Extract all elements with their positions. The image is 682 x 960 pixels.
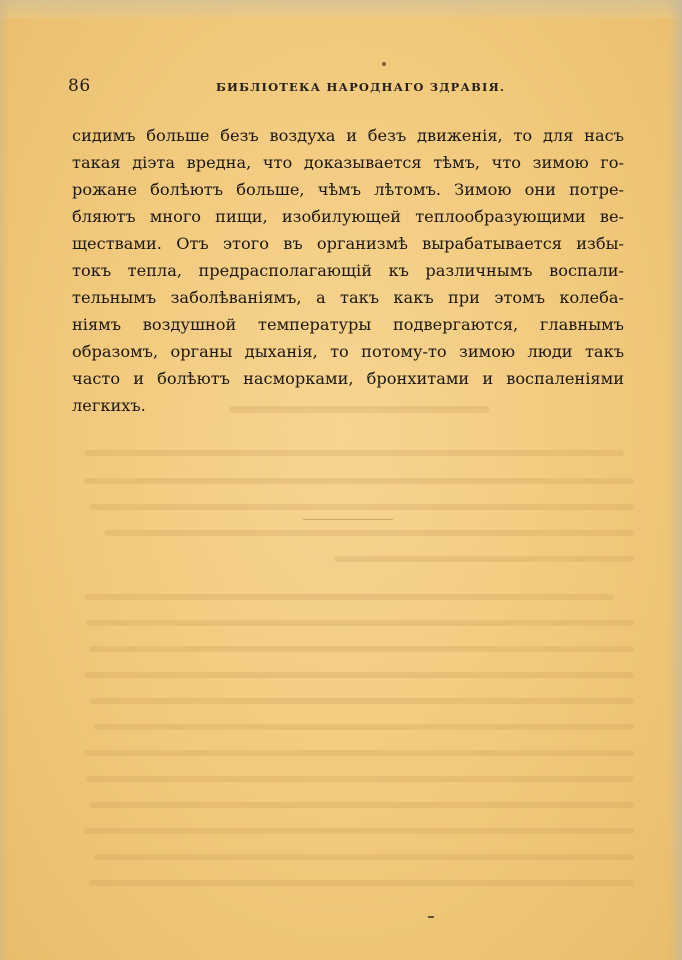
text-line: токъ тепла, предрасполагающій къ различнымъ воспали-	[72, 261, 624, 280]
text-line: ществами. Отъ этого въ организмѣ вырабатывается избы-	[72, 234, 624, 253]
text-line: бляютъ много пищи, изобилующей теплообразующими ве-	[72, 207, 624, 226]
text-line: образомъ, органы дыханія, то потому-то зимою люди такъ	[72, 342, 624, 361]
dust-speck	[428, 916, 434, 918]
page-number: 86	[68, 76, 91, 96]
text-line: такая діэта вредна, что доказывается тѣмъ, что зимою го-	[72, 153, 624, 172]
running-head: БИБЛІОТЕКА НАРОДНАГО ЗДРАВІЯ.	[216, 80, 506, 94]
body-text	[72, 122, 624, 419]
text-line: тельнымъ заболѣваніямъ, а такъ какъ при этомъ колеба-	[72, 288, 624, 307]
scan-edge-top	[0, 0, 682, 18]
text-line-last: легкихъ.	[72, 396, 146, 415]
scan-edge-right	[668, 0, 682, 960]
text-line: часто и болѣютъ насморками, бронхитами и воспаленіями	[72, 369, 624, 388]
section-rule	[303, 519, 393, 520]
dust-speck	[382, 62, 386, 66]
scan-edge-left	[0, 0, 10, 960]
text-line: рожане болѣютъ больше, чѣмъ лѣтомъ. Зимою они потре-	[72, 180, 624, 199]
text-line: сидимъ больше безъ воздуха и безъ движенія, то для насъ	[72, 126, 624, 145]
bleed-through-texture	[74, 398, 634, 898]
text-line: ніямъ воздушной температуры подвергаются, главнымъ	[72, 315, 624, 334]
